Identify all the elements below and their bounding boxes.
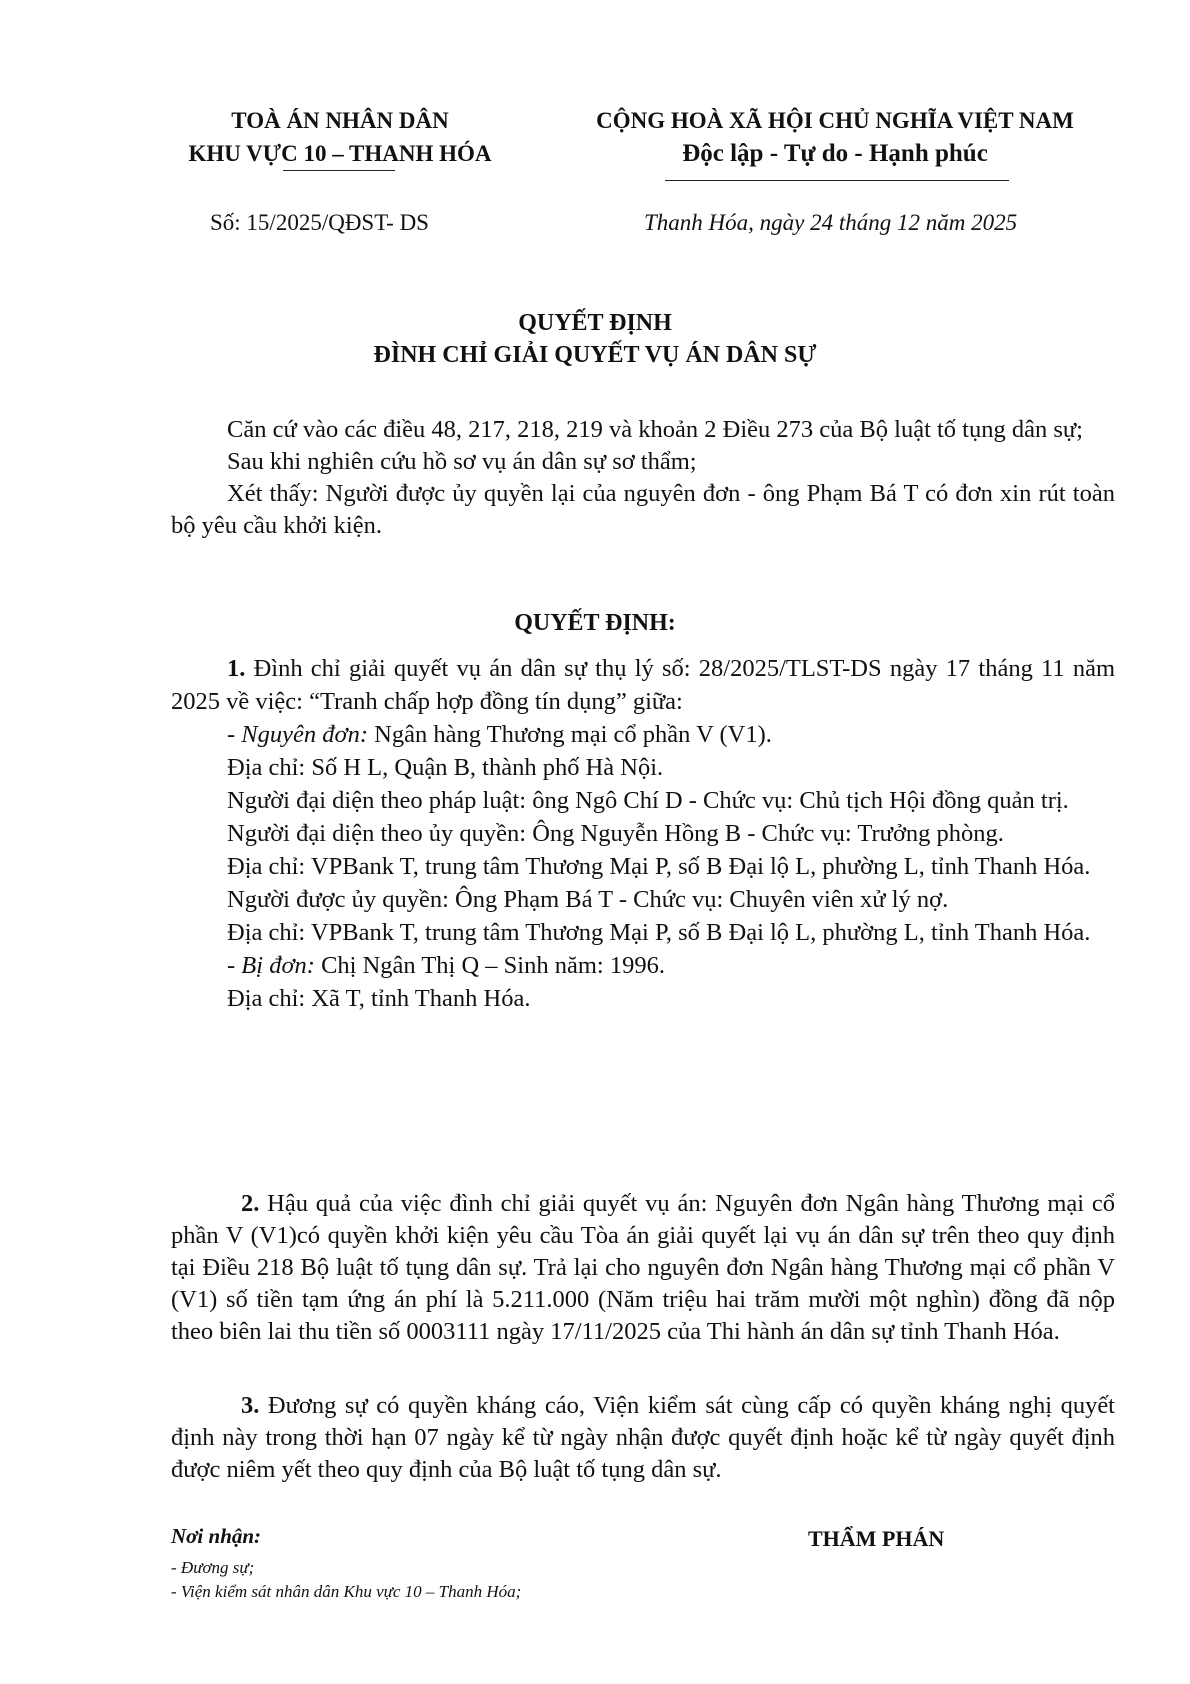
plaintiff-value: Ngân hàng Thương mại cổ phần V (V1).	[368, 721, 772, 748]
preamble-legal-basis: Căn cứ vào các điều 48, 217, 218, 219 và khoản 2 Điều 273 của Bộ luật tố tụng dân sự;	[227, 416, 1083, 443]
decision-item-3	[171, 1390, 1115, 1486]
plaintiff-address: Địa chỉ: Số H L, Quận B, thành phố Hà Nội.	[227, 754, 664, 781]
item-1-text: Đình chỉ giải quyết vụ án dân sự thụ lý số: 28/2025/TLST-DS ngày 17 tháng 11 năm 2025 về việc: “Tranh chấp hợp đồng tín dụng” giữa:	[171, 655, 1116, 715]
defendant-line	[171, 949, 1115, 982]
document-number: Số: 15/2025/QĐST- DS	[210, 210, 429, 235]
defendant-label: Bị đơn:	[241, 952, 315, 979]
representative-address: Địa chỉ: VPBank T, trung tâm Thương Mại P, số B Đại lộ L, phường L, tỉnh Thanh Hóa.	[227, 853, 1091, 880]
court-name	[140, 104, 540, 170]
item-3-number: 3.	[241, 1392, 260, 1419]
decision-item-1	[171, 652, 1115, 1015]
nation-name: CỘNG HOÀ XÃ HỘI CHỦ NGHĨA VIỆT NAM	[596, 108, 1074, 133]
recipient-item: - Đương sự;	[171, 1558, 255, 1577]
item-3-text: Đương sự có quyền kháng cáo, Viện kiểm sát cùng cấp có quyền kháng nghị quyết định này trong thời hạn 07 ngày kể từ ngày nhận được quyết định hoặc kể từ ngày quyết định được niêm yết theo quy định của Bộ luật tố tụng dân sự.	[171, 1392, 1115, 1483]
decision-heading: QUYẾT ĐỊNH:	[514, 610, 676, 636]
defendant-dash: -	[227, 952, 242, 979]
defendant-value: Chị Ngân Thị Q – Sinh năm: 1996.	[314, 952, 665, 979]
recipient-item: - Viện kiểm sát nhân dân Khu vực 10 – Thanh Hóa;	[171, 1582, 522, 1601]
preamble-review: Sau khi nghiên cứu hồ sơ vụ án dân sự sơ thẩm;	[227, 448, 697, 475]
motto-underline	[665, 180, 1009, 181]
recipients-label: Nơi nhận:	[171, 1524, 262, 1548]
item-1-number: 1.	[227, 655, 246, 682]
authorized-person: Người được ủy quyền: Ông Phạm Bá T - Chức vụ: Chuyên viên xử lý nợ.	[227, 886, 949, 913]
court-name-line2: KHU VỰC 10 – THANH HÓA	[188, 141, 492, 166]
item-2-text: Hậu quả của việc đình chỉ giải quyết vụ án: Nguyên đơn Ngân hàng Thương mại cổ phần V (V1)có quyền khởi kiện yêu cầu Tòa án giải quyết lại vụ án dân sự trên theo quy định tại Điều 218 Bộ luật tố tụng dân sự. Trả lại cho nguyên đơn Ngân hàng Thương mại cổ phần V (V1) số tiền tạm ứng án phí là 5.211.000 (Năm triệu hai trăm mười một nghìn) đồng đã nộp theo biên lai thu tiền số 0003111 ngày 17/11/2025 của Thi hành án dân sự tỉnh Thanh Hóa.	[171, 1190, 1115, 1345]
authorized-person-address: Địa chỉ: VPBank T, trung tâm Thương Mại P, số B Đại lộ L, phường L, tỉnh Thanh Hóa.	[227, 919, 1091, 946]
signer-title: THẨM PHÁN	[808, 1526, 945, 1551]
document-title: QUYẾT ĐỊNH	[518, 310, 672, 336]
nation-motto: Độc lập - Tự do - Hạnh phúc	[682, 140, 988, 167]
decision-item-2	[171, 1188, 1115, 1348]
defendant-address: Địa chỉ: Xã T, tỉnh Thanh Hóa.	[227, 985, 531, 1012]
national-motto	[565, 104, 1105, 170]
place-date: Thanh Hóa, ngày 24 tháng 12 năm 2025	[644, 210, 1018, 235]
plaintiff-dash: -	[227, 721, 242, 748]
preamble	[171, 414, 1115, 542]
court-underline	[283, 170, 395, 171]
court-name-line1: TOÀ ÁN NHÂN DÂN	[231, 108, 449, 133]
item-2-number: 2.	[241, 1190, 260, 1217]
document-subtitle: ĐÌNH CHỈ GIẢI QUYẾT VỤ ÁN DÂN SỰ	[373, 342, 817, 368]
preamble-finding: Xét thấy: Người được ủy quyền lại của nguyên đơn - ông Phạm Bá T có đơn xin rút toàn bộ yêu cầu khởi kiện.	[171, 480, 1115, 539]
legal-representative: Người đại diện theo pháp luật: ông Ngô Chí D - Chức vụ: Chủ tịch Hội đồng quản trị.	[227, 787, 1069, 814]
plaintiff-label: Nguyên đơn:	[241, 721, 368, 748]
plaintiff-line	[171, 718, 1115, 751]
authorized-representative: Người đại diện theo ủy quyền: Ông Nguyễn Hồng B - Chức vụ: Trưởng phòng.	[227, 820, 1004, 847]
